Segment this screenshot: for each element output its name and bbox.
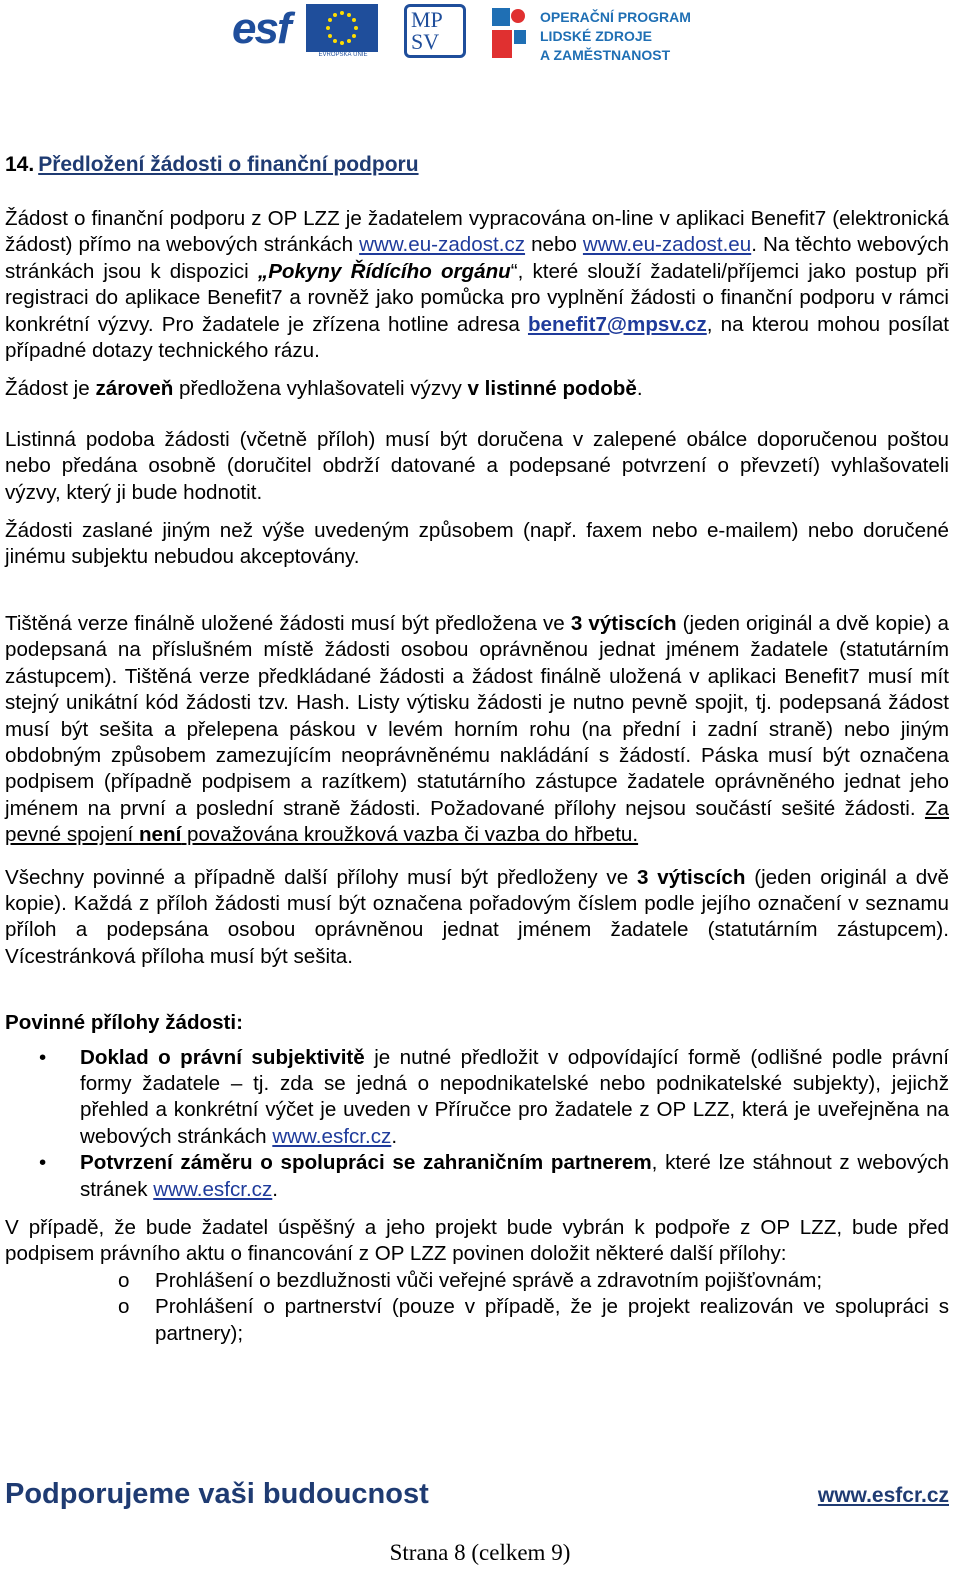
paragraph-additional-attachments: V případě, že bude žadatel úspěšný a jeho projekt bude vybrán k podpoře z OP LZZ, bude před podpisem právního aktu o financování z OP LZZ povinen doložit některé další přílohy: (5, 1216, 949, 1266)
text: nebo (525, 233, 583, 257)
footer-esfcr-link[interactable]: www.esfcr.cz (817, 1484, 949, 1507)
eu-caption: EVROPSKÁ UNIE (318, 52, 368, 58)
list-item (5, 1268, 949, 1294)
text: (jeden originál a dvě kopie). Každá z příloh žádosti musí být označena pořadovým číslem podle jejího označení v seznamu příloh a podepsána osobou oprávněnou jednat jménem žadatele (statutárním zástupcem). Vícestránková příloha musí být sešita. (5, 865, 950, 968)
circle-bullet-icon: o (118, 1268, 130, 1292)
bold-text: 3 výtiscích (570, 611, 677, 635)
list-item (5, 1045, 949, 1151)
esfcr-link[interactable]: www.esfcr.cz (272, 1124, 392, 1148)
text: Prohlášení o partnerství (pouze v případě, že je projekt realizován ve spolupráci s partnery); (155, 1295, 949, 1345)
text: považována kroužková vazba či vazba do hřbetu. (181, 823, 639, 847)
section-number: 14. (5, 153, 35, 176)
guidelines-emphasis: „Pokyny Řídícího orgánu (257, 259, 511, 283)
additional-attachments-list (5, 1268, 949, 1347)
mpsv-logo-line2: SV (411, 29, 440, 54)
footer-slogan: Podporujeme vaši budoucnost (5, 1478, 429, 1510)
esfcr-link[interactable]: www.esfcr.cz (153, 1177, 273, 1201)
mandatory-attachments-list (5, 1045, 949, 1203)
text: Tištěná verze finálně uložené žádosti musí být předložena ve (5, 611, 571, 635)
section-heading (5, 150, 949, 180)
text: Všechny povinné a případně další přílohy musí být předloženy ve (5, 865, 637, 889)
esf-logo (230, 2, 380, 60)
eu-zadost-eu-link[interactable]: www.eu-zadost.eu (582, 233, 752, 257)
bullet-icon: • (39, 1151, 47, 1175)
bold-text: není (138, 823, 182, 847)
bold-text: Potvrzení záměru o spolupráci se zahraničním partnerem (80, 1151, 652, 1175)
bullet-icon: • (39, 1045, 47, 1069)
text: Žádost je (5, 377, 96, 401)
paragraph-electronic-submission (5, 206, 949, 364)
document-body (5, 150, 949, 1347)
paragraph-printed-version (5, 611, 949, 849)
paragraph-attachments (5, 865, 949, 971)
bold-text: zároveň (95, 377, 174, 401)
bold-text: 3 výtiscích (637, 865, 746, 889)
eu-flag-icon (306, 4, 378, 52)
list-item (5, 1294, 949, 1347)
attachments-heading: Povinné přílohy žádosti: (5, 1011, 243, 1035)
esf-logo-text: esf (232, 4, 290, 53)
mpsv-logo (404, 4, 466, 58)
op-lzz-text (540, 8, 691, 65)
op-lzz-line1: OPERAČNÍ PROGRAM (540, 9, 691, 25)
bold-text: Doklad o právní subjektivitě (80, 1045, 365, 1069)
text: , které lze stáhnout z webových stránek (80, 1151, 949, 1201)
page-number: Strana 8 (celkem 9) (389, 1540, 571, 1565)
text: “, které slouží žadateli/příjemci jako postup při registraci do aplikace Benefit7 a rovněž jako pomůcka pro vyplnění žádosti o finanční podporu v rámci konkrétní výzvy. Pro žadatele je zřízena hotline adresa (5, 259, 949, 336)
text: (jeden originál a dvě kopie) a podepsaná na příslušném místě žádosti osobou oprávněnou jednat jménem žadatele (statutárním zástupcem). Tištěná verze předkládané žádosti a žádost finálně uložená v aplikaci Benefit7 musí mít stejný unikátní kód žádosti tzv. Hash. Listy výtisku žádosti je nutno pevně spojit, tj. podepsaná žádost musí být sešita a přelepena páskou v levém horním rohu (na přední i zadní straně) nebo jiným obdobným způsobem zamezujícím neoprávněnému nakládání s žádostí. Páska musí být označena podpisem (případně podpisem a razítkem) statutárního zástupce žadatele oprávněného jednat jeho jménem na první a poslední straně žádosti. Požadované přílohy nejsou součástí sešité žádosti. (5, 611, 949, 820)
op-lzz-logo (488, 4, 710, 62)
header-logos (230, 2, 710, 63)
text: Žádost o finanční podporu z OP LZZ je žadatelem vypracována on-line v aplikaci Benefit7 (elektronická žádost) přímo na webových stránkách (5, 207, 949, 257)
text: . Na těchto webových stránkách jsou k dispozici (5, 233, 950, 283)
circle-bullet-icon: o (118, 1295, 130, 1319)
text: je nutné předložit v odpovídající formě (odlišné podle právní formy žadatele – tj. zda se jedná o nepodnikatelské nebo podnikatelské subjekty), jejichž přehled a konkrétní výčet je uveden v Příručce pro žadatele z OP LZZ, která je uveřejněna na webových stránkách (80, 1045, 949, 1148)
section-title: Předložení žádosti o finanční podporu (38, 153, 419, 176)
paragraph-delivery: Listinná podoba žádosti (včetně příloh) musí být doručena v zalepené obálce doporučenou poštou nebo předána osobně (doručitel obdrží datované a podepsané potvrzení o převzetí) vyhlašovateli výzvy, který ji bude hodnotit. (5, 427, 949, 504)
text: , na kterou mohou posílat případné dotazy technického rázu. (5, 312, 949, 363)
text: . (636, 377, 643, 401)
op-lzz-line3: A ZAMĚSTNANOST (540, 47, 671, 63)
op-lzz-line2: LIDSKÉ ZDROJE (540, 28, 653, 44)
bold-text: v listinné podobě (467, 377, 637, 401)
text: Prohlášení o bezdlužnosti vůči veřejné správě a zdravotním pojišťovnám; (155, 1268, 823, 1292)
op-lzz-mark-icon (488, 6, 530, 60)
text: . (391, 1124, 398, 1148)
hotline-email-link[interactable]: benefit7@mpsv.cz (527, 312, 707, 336)
eu-zadost-cz-link[interactable]: www.eu-zadost.cz (359, 233, 526, 257)
paragraph-paper-form (5, 376, 949, 402)
list-item (5, 1150, 949, 1203)
paragraph-not-accepted: Žádosti zaslané jiným než výše uvedeným způsobem (např. faxem nebo e-mailem) nebo doručené jinému subjektu nebudou akceptovány. (5, 519, 949, 569)
text: předložena vyhlašovateli výzvy (173, 377, 468, 401)
text: Za pevné spojení (5, 796, 949, 847)
mpsv-logo-line1: MP (411, 7, 443, 32)
text: . (272, 1177, 279, 1201)
